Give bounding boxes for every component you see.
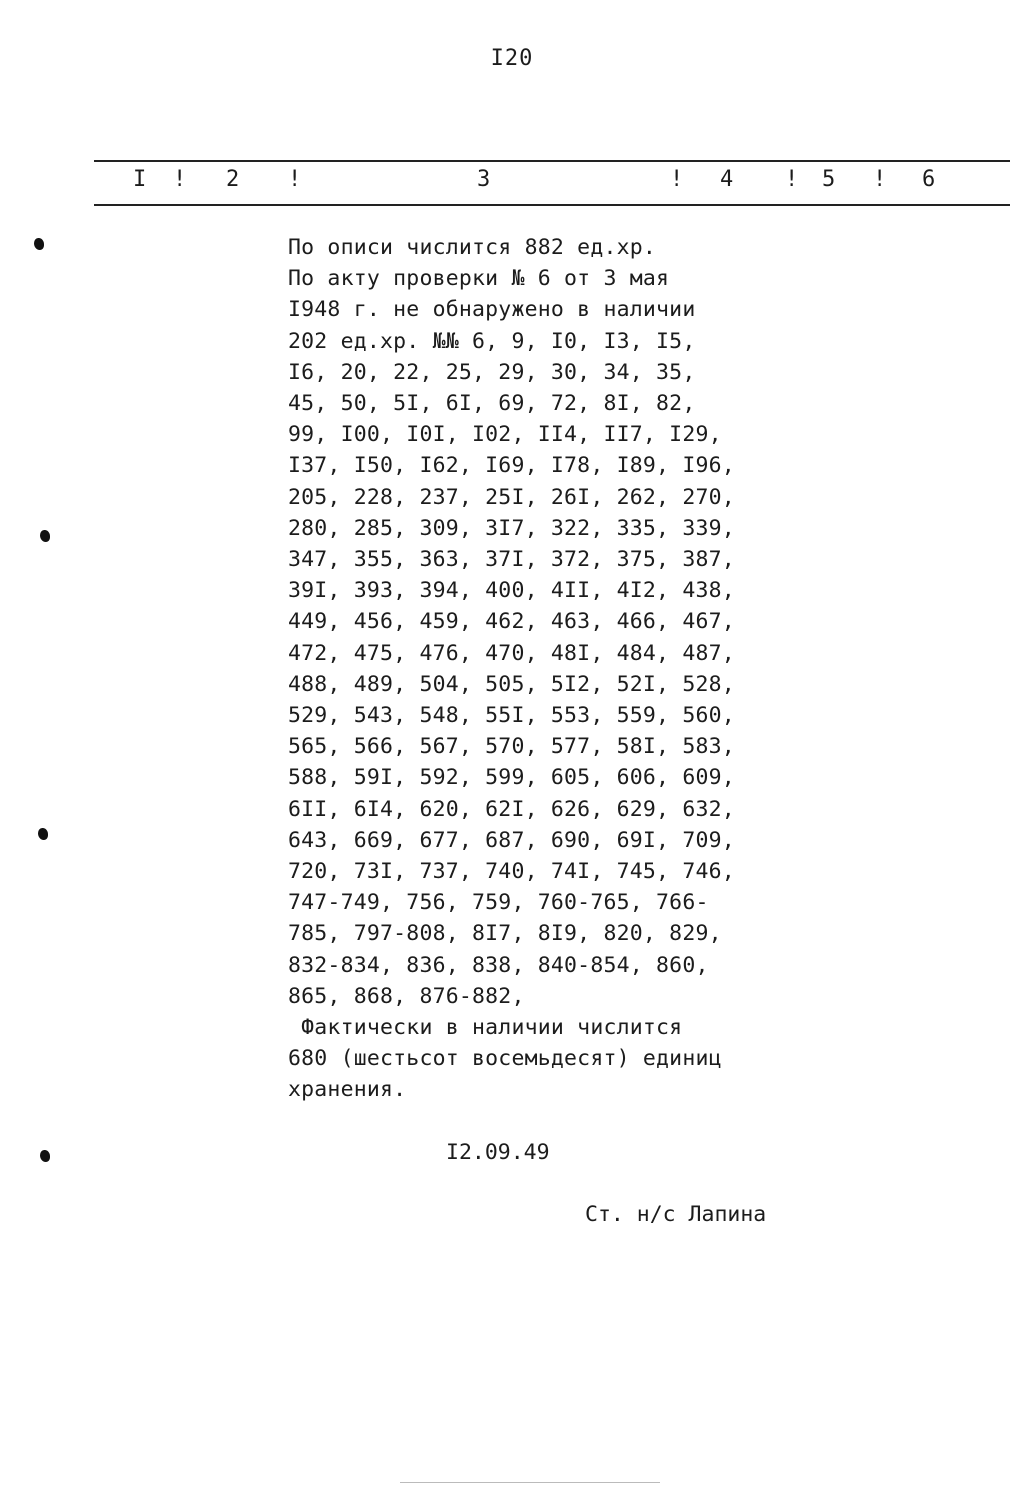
text-line: 643, 669, 677, 687, 690, 69I, 709, <box>288 827 735 853</box>
text-line: 6II, 6I4, 620, 62I, 626, 629, 632, <box>288 796 735 822</box>
text-line: I6, 20, 22, 25, 29, 30, 34, 35, <box>288 359 696 385</box>
inventory-note-text <box>288 232 735 1106</box>
text-line: хранения. <box>288 1077 407 1103</box>
column-header-1: I <box>133 167 147 192</box>
text-line: 529, 543, 548, 55I, 553, 559, 560, <box>288 703 735 729</box>
signature-line: Ст. н/с Лапина <box>585 1202 767 1227</box>
column-separator: ! <box>785 167 799 192</box>
punch-hole-mark <box>38 828 48 840</box>
text-line: По акту проверки № 6 от 3 мая <box>288 266 670 292</box>
table-top-rule <box>94 160 1010 162</box>
document-date: I2.09.49 <box>446 1140 550 1165</box>
column-separator: ! <box>873 167 887 192</box>
text-line: 565, 566, 567, 570, 577, 58I, 583, <box>288 734 735 760</box>
text-line: 347, 355, 363, 37I, 372, 375, 387, <box>288 547 735 573</box>
bottom-edge-smudge <box>400 1482 660 1483</box>
column-separator: ! <box>670 167 684 192</box>
punch-hole-mark <box>40 530 50 542</box>
text-line: 205, 228, 237, 25I, 26I, 262, 270, <box>288 484 735 510</box>
text-line: 785, 797-808, 8I7, 8I9, 820, 829, <box>288 921 722 947</box>
column-header-3: 3 <box>477 167 491 192</box>
text-line: Фактически в наличии числится <box>288 1015 683 1041</box>
column-header-5: 5 <box>822 167 836 192</box>
text-line: 45, 50, 5I, 6I, 69, 72, 8I, 82, <box>288 391 696 417</box>
text-line: 588, 59I, 592, 599, 605, 606, 609, <box>288 765 735 791</box>
text-line: 202 ед.хр. №№ 6, 9, I0, I3, I5, <box>288 328 696 354</box>
text-line: I948 г. не обнаружено в наличии <box>288 297 696 323</box>
text-line: 280, 285, 309, 3I7, 322, 335, 339, <box>288 515 735 541</box>
text-line: I37, I50, I62, I69, I78, I89, I96, <box>288 453 735 479</box>
text-line: 865, 868, 876-882, <box>288 983 525 1009</box>
punch-hole-mark <box>34 238 44 250</box>
text-line: 39I, 393, 394, 400, 4II, 4I2, 438, <box>288 578 735 604</box>
text-line: 488, 489, 504, 505, 5I2, 52I, 528, <box>288 671 735 697</box>
column-separator: ! <box>173 167 187 192</box>
text-line: 720, 73I, 737, 740, 74I, 745, 746, <box>288 859 735 885</box>
table-bottom-rule <box>94 204 1010 206</box>
column-header-6: 6 <box>922 167 936 192</box>
text-line: 472, 475, 476, 470, 48I, 484, 487, <box>288 640 735 666</box>
text-line: По описи числится 882 ед.хр. <box>288 235 657 260</box>
punch-hole-mark <box>40 1150 50 1162</box>
text-line: 99, I00, I0I, I02, II4, II7, I29, <box>288 422 722 448</box>
text-line: 747-749, 756, 759, 760-765, 766- <box>288 890 709 916</box>
column-separator: ! <box>288 167 302 192</box>
page-number: I20 <box>490 46 534 71</box>
text-line: 832-834, 836, 838, 840-854, 860, <box>288 952 709 978</box>
column-header-4: 4 <box>720 167 734 192</box>
text-line: 680 (шестьсот восемьдесят) единиц <box>288 1046 722 1072</box>
column-header-2: 2 <box>226 167 240 192</box>
text-line: 449, 456, 459, 462, 463, 466, 467, <box>288 609 735 635</box>
